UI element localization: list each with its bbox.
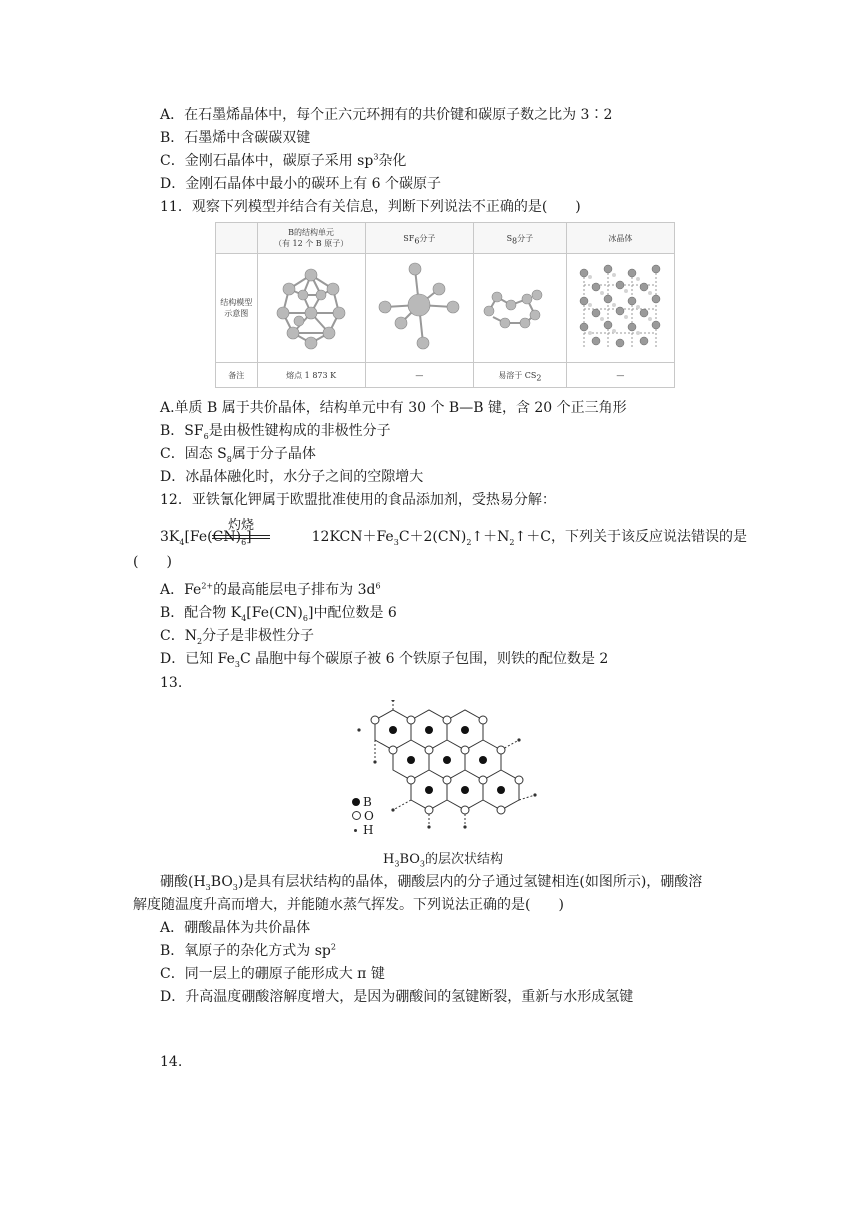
q10-option-b: B．石墨烯中含碳碳双键	[160, 130, 311, 146]
q13-stem-line1: 硼酸$(H_3BO_3)$是具有层状结构的晶体，硼酸层内的分子通过氢键相连(如图所示)，硼酸溶	[160, 874, 703, 892]
reaction-arrow-lower	[212, 538, 270, 539]
q13-stem-line2: 解度随温度升高而增大，并能随水蒸气挥发。下列说法正确的是( )	[133, 897, 564, 913]
row-label-note: 备注	[216, 363, 258, 388]
q12-option-d: D．已知 $Fe_3C$ 晶胞中每个碳原子被 6 个铁原子包围，则铁的配位数是 2	[160, 651, 609, 669]
boron-model-image	[257, 254, 365, 363]
legend-boron: B	[352, 795, 374, 809]
q12-paren: ( )	[133, 554, 172, 570]
boric-acid-layer-diagram	[345, 700, 545, 845]
q11-stem: 11．观察下列模型并结合有关信息，判断下列说法不正确的是( )	[160, 199, 581, 215]
ice-model-image	[566, 254, 674, 363]
q12-option-a: A．$Fe^{2+}$的最高能层电子排布为 $3d^6$	[160, 581, 381, 598]
q10-option-c: C．金刚石晶体中，碳原子采用 $sp^3$杂化	[160, 152, 407, 169]
q14-number: 14.	[160, 1054, 183, 1070]
header-sf6: $SF_6$分子	[365, 223, 473, 254]
q13-option-c: C．同一层上的硼原子能形成大 π 键	[160, 966, 385, 982]
note-sf6: —	[365, 363, 473, 388]
q11-option-b: B．$SF_6$是由极性键构成的非极性分子	[160, 423, 391, 441]
header-ice: 冰晶体	[566, 223, 674, 254]
legend-oxygen: O	[352, 809, 374, 823]
q11-option-a: A.单质 B 属于共价晶体，结构单元中有 30 个 B—B 键，含 20 个正三角形	[160, 400, 627, 416]
q13-option-d: D．升高温度硼酸溶解度增大，是因为硼酸间的氢键断裂，重新与水形成氢键	[160, 989, 634, 1005]
q13-option-b: B．氧原子的杂化方式为 $sp^2$	[160, 942, 336, 959]
q11-model-table	[215, 222, 675, 388]
s8-model-image	[473, 254, 566, 363]
legend-hydrogen: H	[352, 823, 374, 837]
reaction-condition: 灼烧	[227, 518, 254, 533]
q12-option-b: B．配合物 $K_4[Fe(CN)_6]$中配位数是 6	[160, 605, 397, 623]
q11-option-d: D．冰晶体融化时，水分子之间的空隙增大	[160, 469, 424, 485]
note-boron: 熔点 1 873 K	[257, 363, 365, 388]
q13-option-a: A．硼酸晶体为共价晶体	[160, 920, 311, 936]
note-ice: —	[566, 363, 674, 388]
diagram-legend	[352, 795, 374, 837]
q12-option-c: C．$N_2$分子是非极性分子	[160, 628, 315, 646]
q10-option-d: D．金刚石晶体中最小的碳环上有 6 个碳原子	[160, 176, 442, 192]
q12-equation: $3K_4[Fe(CN)_6]$ $12KCN+Fe_3C+2(CN)_2↑+N_2↑+C$，下列关于该反应说法错误的是	[160, 529, 747, 547]
q12-stem: 12．亚铁氰化钾属于欧盟批准使用的食品添加剂，受热易分解：	[160, 492, 556, 508]
q13-number: 13.	[160, 675, 183, 691]
q10-option-a: A．在石墨烯晶体中，每个正六元环拥有的共价键和碳原子数之比为 3∶2	[160, 107, 613, 123]
sf6-model-image	[365, 254, 473, 363]
diagram-caption: $H_3BO_3$的层次状结构	[383, 852, 503, 869]
header-boron-unit: B的结构单元 （有 12 个 B 原子）	[257, 223, 365, 254]
reaction-arrow	[212, 535, 270, 536]
table-corner-cell	[216, 223, 258, 254]
note-s8: 易溶于 $CS_2$	[473, 363, 566, 388]
q11-option-c: C．固态 $S_8$属于分子晶体	[160, 446, 316, 464]
header-s8: $S_8$分子	[473, 223, 566, 254]
row-label-model: 结构模型 示意图	[216, 254, 258, 363]
